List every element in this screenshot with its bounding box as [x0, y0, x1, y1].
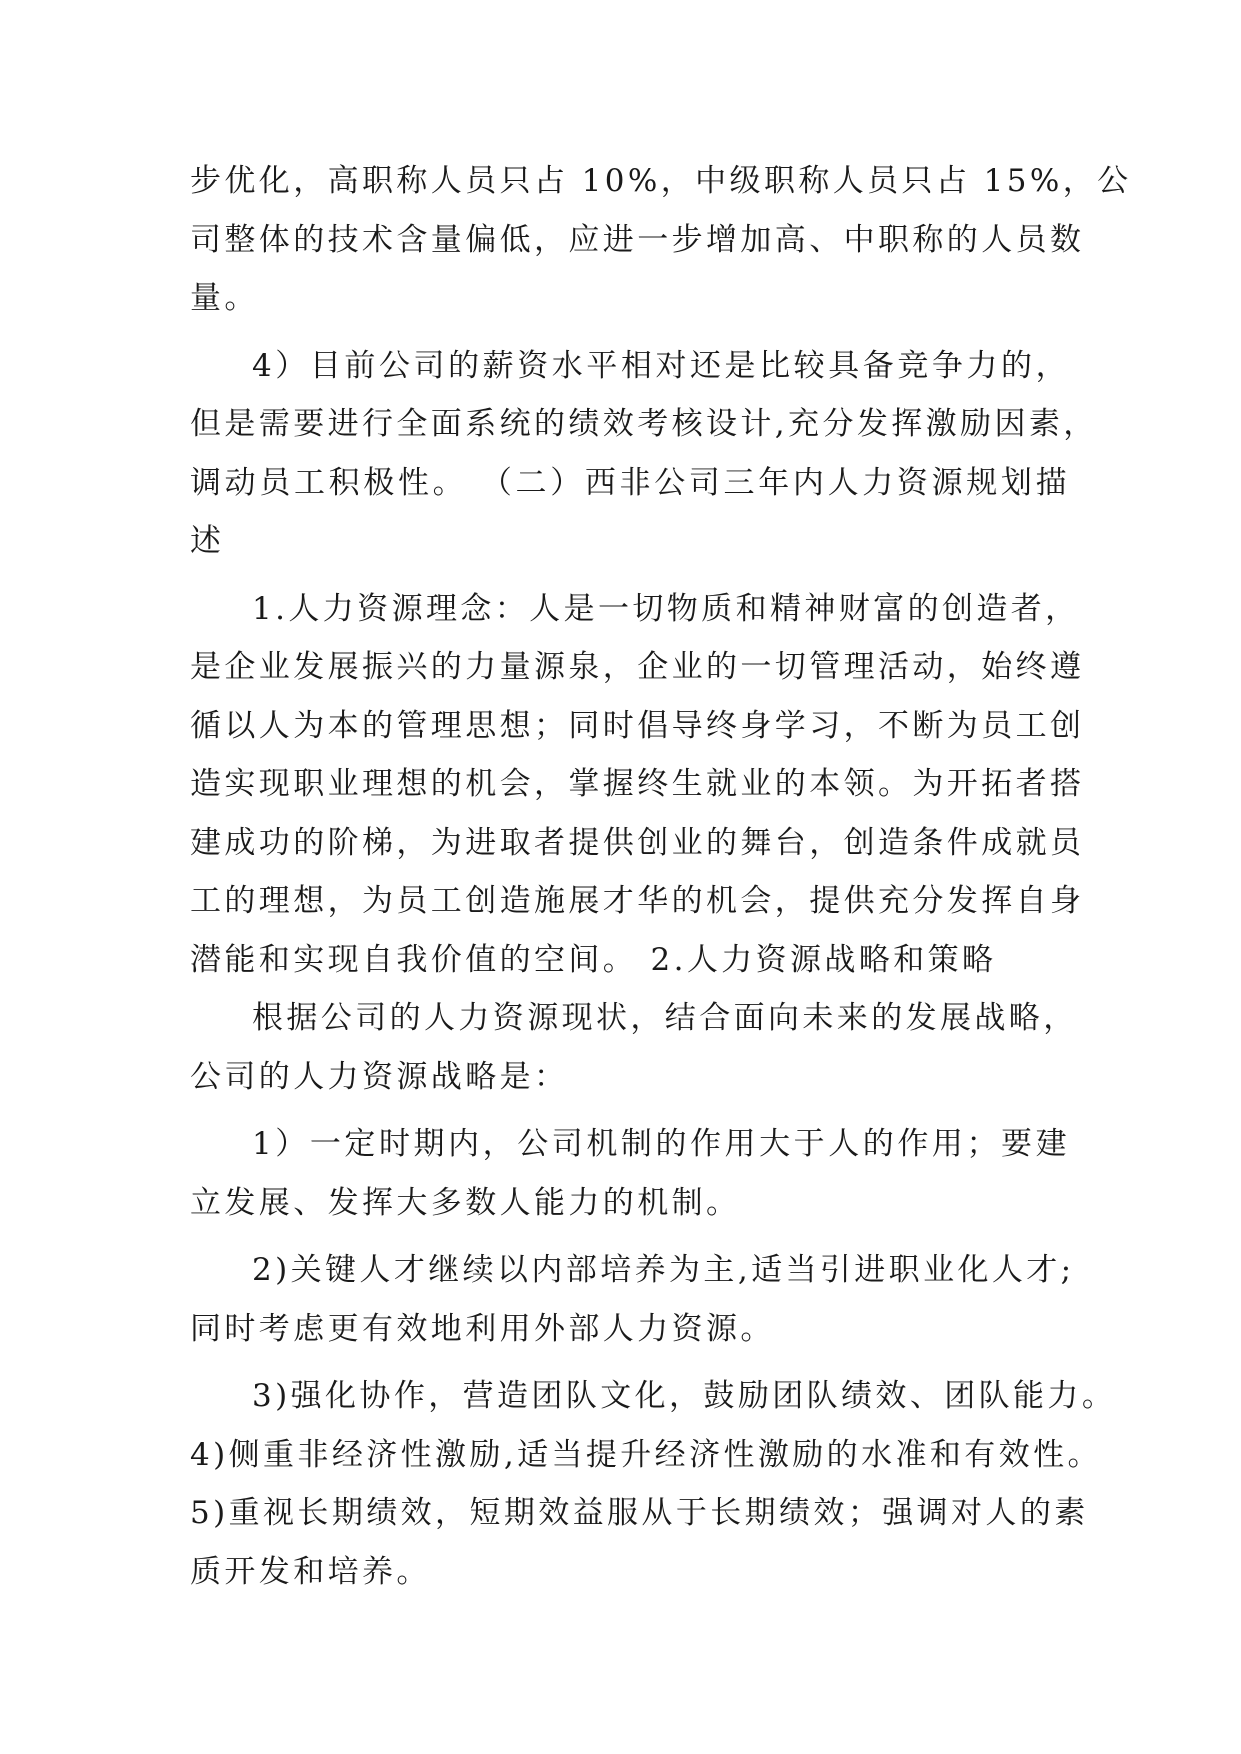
text-line: 质开发和培养。: [190, 1553, 431, 1590]
text-line: 工的理想，为员工创造施展才华的机会，提供充分发挥自身: [190, 883, 1085, 919]
text-line: 3)强化协作，营造团队文化，鼓励团队绩效、团队能力。: [252, 1378, 1117, 1414]
text-line: 循以人为本的管理思想；同时倡导终身学习，不断为员工创: [190, 707, 1085, 744]
text-line: 潜能和实现自我价值的空间。 2.人力资源战略和策略: [190, 941, 997, 978]
paragraph-gap: [190, 1106, 1070, 1115]
paragraph-gap: [190, 1232, 1070, 1241]
paragraph-gap: [190, 571, 1070, 580]
text-line: 是企业发展振兴的力量源泉，企业的一切管理活动，始终遵: [190, 649, 1085, 685]
text-line: 但是需要进行全面系统的绩效考核设计,充分发挥激励因素，: [190, 406, 1098, 442]
text-line: 根据公司的人力资源现状，结合面向未来的发展战略，: [252, 1000, 1078, 1036]
text-line: 步优化，高职称人员只占 10%，中级职称人员只占 15%，公: [190, 163, 1132, 199]
text-line: 立发展、发挥大多数人能力的机制。: [190, 1184, 741, 1221]
text-line: 1）一定时期内，公司机制的作用大于人的作用；要建: [252, 1126, 1070, 1162]
text-line: 1.人力资源理念：人是一切物质和精神财富的创造者，: [252, 590, 1080, 627]
paragraph-gap: [190, 328, 1070, 337]
text-line: 司整体的技术含量偏低，应进一步增加高、中职称的人员数: [190, 221, 1085, 258]
text-line: 5)重视长期绩效，短期效益服从于长期绩效；强调对人的素: [190, 1495, 1089, 1531]
text-line: 同时考虑更有效地利用外部人力资源。: [190, 1310, 775, 1347]
text-line: 4)侧重非经济性激励,适当提升经济性激励的水准和有效性。: [190, 1436, 1102, 1473]
paragraph-gap: [190, 1358, 1070, 1367]
text-line: 4）目前公司的薪资水平相对还是比较具备竞争力的，: [252, 347, 1070, 384]
text-line: 造实现职业理想的机会，掌握终生就业的本领。为开拓者搭: [190, 766, 1085, 802]
text-line: 量。: [190, 280, 259, 316]
document-body-text: [190, 152, 1132, 1601]
text-line: 述: [190, 523, 225, 559]
text-line: 2)关键人才继续以内部培养为主,适当引进职业化人才;: [252, 1252, 1075, 1288]
text-line: 建成功的阶梯，为进取者提供创业的舞台，创造条件成就员: [190, 824, 1085, 861]
text-line: 公司的人力资源战略是：: [190, 1058, 569, 1095]
text-line: 调动员工积极性。 （二）西非公司三年内人力资源规划描: [190, 464, 1070, 501]
